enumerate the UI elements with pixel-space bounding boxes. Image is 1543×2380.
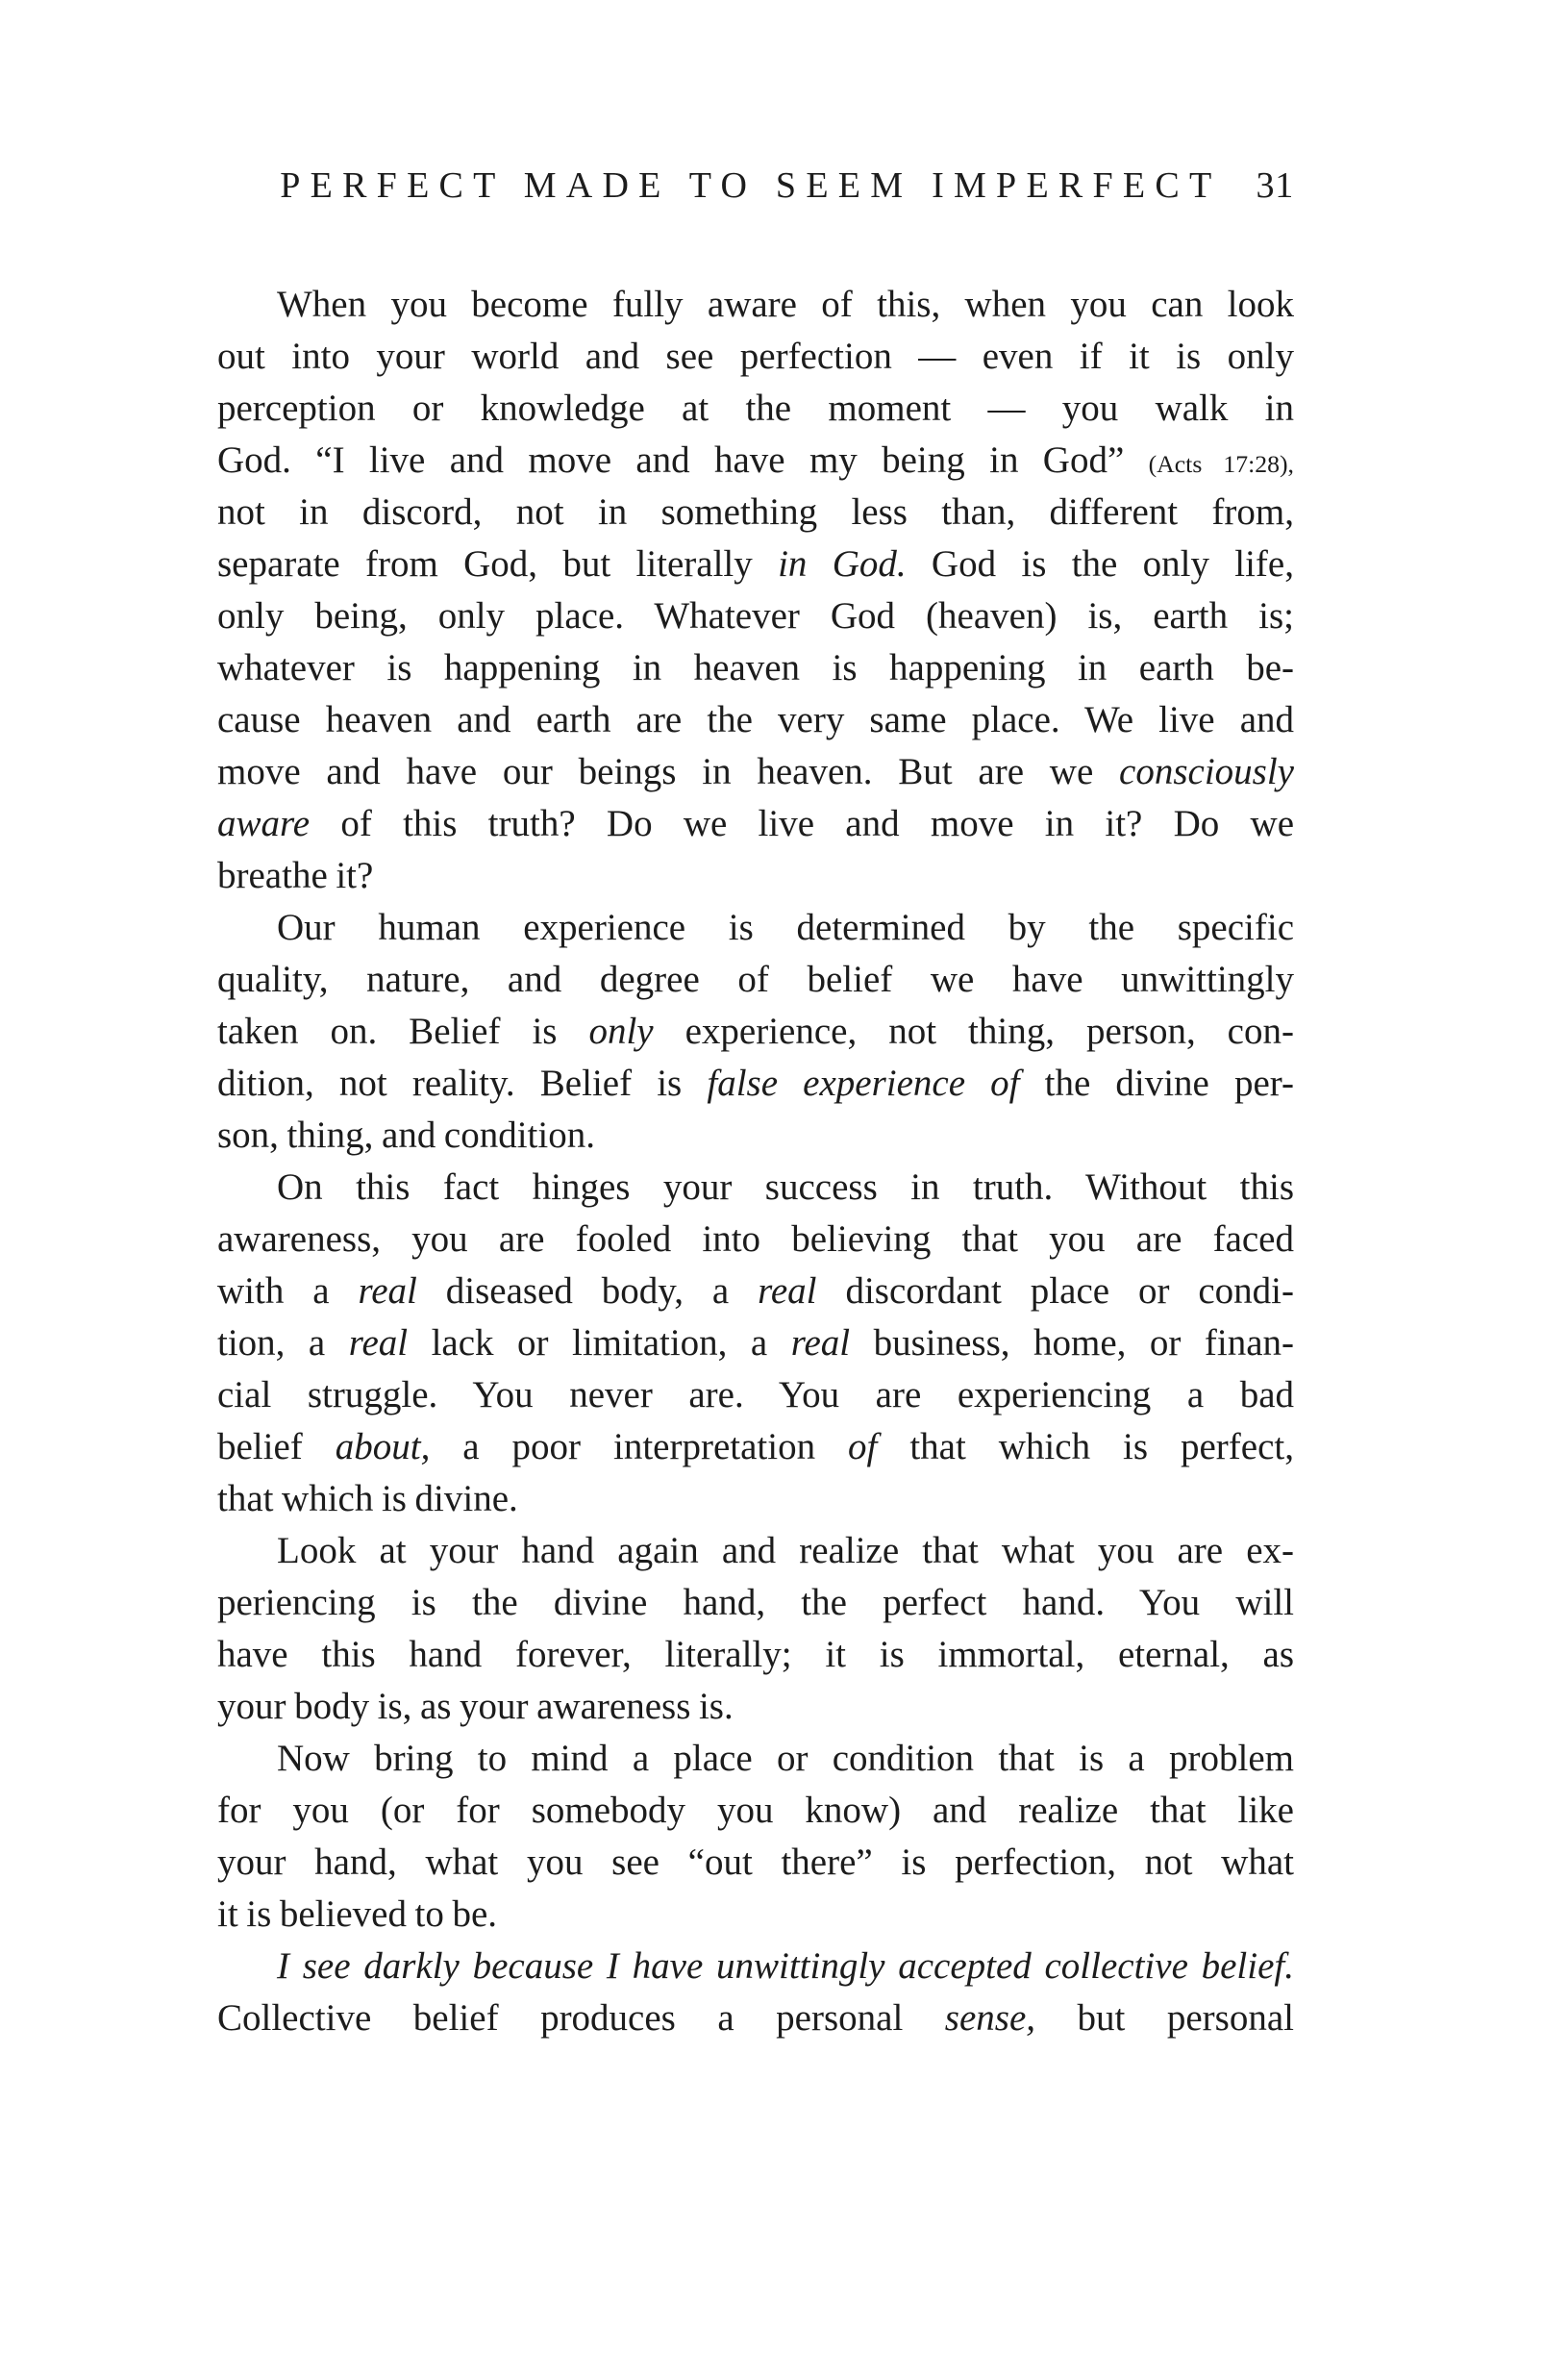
text-line — [217, 1369, 1294, 1421]
body-text: move and have our beings in heaven. But are we — [217, 751, 1120, 792]
italic-text: I see darkly because I have unwittingly accepted collective belief. — [277, 1945, 1294, 1987]
body-text: On this fact hinges your success in truth. Without this — [277, 1166, 1294, 1208]
body-text: only being, only place. Whatever God (heaven) is, earth is; — [217, 595, 1294, 637]
body-text: cial struggle. You never are. You are experiencing a bad — [217, 1374, 1294, 1415]
body-text: When you become fully aware of this, when you can look — [277, 284, 1294, 325]
italic-text: about, — [335, 1426, 431, 1467]
text-line — [217, 1058, 1294, 1110]
italic-text: real — [348, 1322, 409, 1364]
text-line — [217, 1110, 1294, 1162]
body-text: that which is divine. — [217, 1478, 518, 1519]
text-line — [217, 850, 1294, 902]
text-line — [217, 1629, 1294, 1681]
body-text: for you (or for somebody you know) and realize that like — [217, 1790, 1294, 1831]
body-text: it is believed to be. — [217, 1893, 498, 1935]
italic-text: of — [848, 1426, 878, 1467]
text-line — [217, 1681, 1294, 1733]
text-line — [217, 1889, 1294, 1941]
chapter-title: PERFECT MADE TO SEEM IMPERFECT — [280, 165, 1222, 206]
text-line — [217, 1525, 1294, 1577]
text-line — [217, 331, 1294, 383]
body-text: your hand, what you see “out there” is perfection, not what — [217, 1841, 1294, 1883]
text-line — [217, 435, 1294, 487]
text-line — [217, 1317, 1294, 1369]
italic-text: real — [358, 1270, 417, 1312]
body-text: diseased body, a — [416, 1270, 759, 1312]
text-line — [217, 1733, 1294, 1785]
body-text: Look at your hand again and realize that what you are ex- — [277, 1530, 1294, 1571]
body-text: but personal — [1035, 1997, 1294, 2039]
text-line — [217, 1941, 1294, 1992]
text-line — [217, 798, 1294, 850]
italic-text: real — [790, 1322, 851, 1364]
body-text: taken on. Belief is — [217, 1011, 589, 1052]
body-text: tion, a — [217, 1322, 349, 1364]
text-line — [217, 1265, 1294, 1317]
body-text: not in discord, not in something less than, different from, — [217, 491, 1294, 533]
body-text: a poor interpretation — [430, 1426, 849, 1467]
page-body — [217, 279, 1294, 2044]
citation-text: (Acts 17:28), — [1148, 450, 1294, 478]
body-text: out into your world and see perfection — even if it is only — [217, 336, 1294, 377]
text-line — [217, 746, 1294, 798]
body-text: discordant place or condi- — [816, 1270, 1294, 1312]
body-text: lack or limitation, a — [408, 1322, 791, 1364]
body-text: God is the only life, — [906, 543, 1294, 585]
body-text: with a — [217, 1270, 359, 1312]
body-text: Our human experience is determined by the specific — [277, 907, 1294, 948]
text-line — [217, 1006, 1294, 1058]
body-text: perception or knowledge at the moment — you walk in — [217, 388, 1294, 429]
text-line — [217, 954, 1294, 1006]
italic-text: consciously — [1119, 751, 1294, 792]
text-line — [217, 1162, 1294, 1214]
body-text: your body is, as your awareness is. — [217, 1686, 734, 1727]
body-text: breathe it? — [217, 855, 374, 896]
body-text: that which is perfect, — [877, 1426, 1294, 1467]
italic-text: in God. — [778, 543, 907, 585]
text-line — [217, 590, 1294, 642]
italic-text: aware — [217, 803, 311, 844]
page-number: 31 — [1256, 165, 1294, 206]
text-line — [217, 487, 1294, 539]
body-text: the divine per- — [1019, 1063, 1294, 1104]
italic-text: false experience of — [707, 1063, 1020, 1104]
body-text: son, thing, and condition. — [217, 1115, 595, 1156]
text-line — [217, 642, 1294, 694]
text-line — [217, 1992, 1294, 2044]
text-line — [217, 383, 1294, 435]
body-text: cause heaven and earth are the very same place. We live and — [217, 699, 1294, 740]
body-text: God. “I live and move and have my being in God” — [217, 439, 1149, 481]
text-line — [217, 1214, 1294, 1265]
body-text: dition, not reality. Belief is — [217, 1063, 708, 1104]
body-text: quality, nature, and degree of belief we have unwittingly — [217, 959, 1294, 1000]
body-text: Now bring to mind a place or condition that is a problem — [277, 1738, 1294, 1779]
text-line — [217, 694, 1294, 746]
text-line — [217, 1785, 1294, 1837]
body-text: periencing is the divine hand, the perfect hand. You will — [217, 1582, 1294, 1623]
body-text: have this hand forever, literally; it is immortal, eternal, as — [217, 1634, 1294, 1675]
body-text: experience, not thing, person, con- — [653, 1011, 1294, 1052]
body-text: awareness, you are fooled into believing that you are faced — [217, 1218, 1294, 1260]
text-line — [217, 1837, 1294, 1889]
body-text: Collective belief produces a personal — [217, 1997, 945, 2039]
body-text: belief — [217, 1426, 336, 1467]
text-line — [217, 1421, 1294, 1473]
italic-text: real — [758, 1270, 817, 1312]
italic-text: only — [588, 1011, 654, 1052]
italic-text: sense, — [944, 1997, 1036, 2039]
text-line — [217, 1473, 1294, 1525]
text-line — [217, 1577, 1294, 1629]
body-text: business, home, or finan- — [850, 1322, 1294, 1364]
text-line — [217, 539, 1294, 590]
body-text: of this truth? Do we live and move in it? Do we — [310, 803, 1294, 844]
body-text: separate from God, but literally — [217, 543, 779, 585]
body-text: whatever is happening in heaven is happening in earth be- — [217, 647, 1294, 689]
text-line — [217, 279, 1294, 331]
running-header — [217, 167, 1294, 204]
text-line — [217, 902, 1294, 954]
